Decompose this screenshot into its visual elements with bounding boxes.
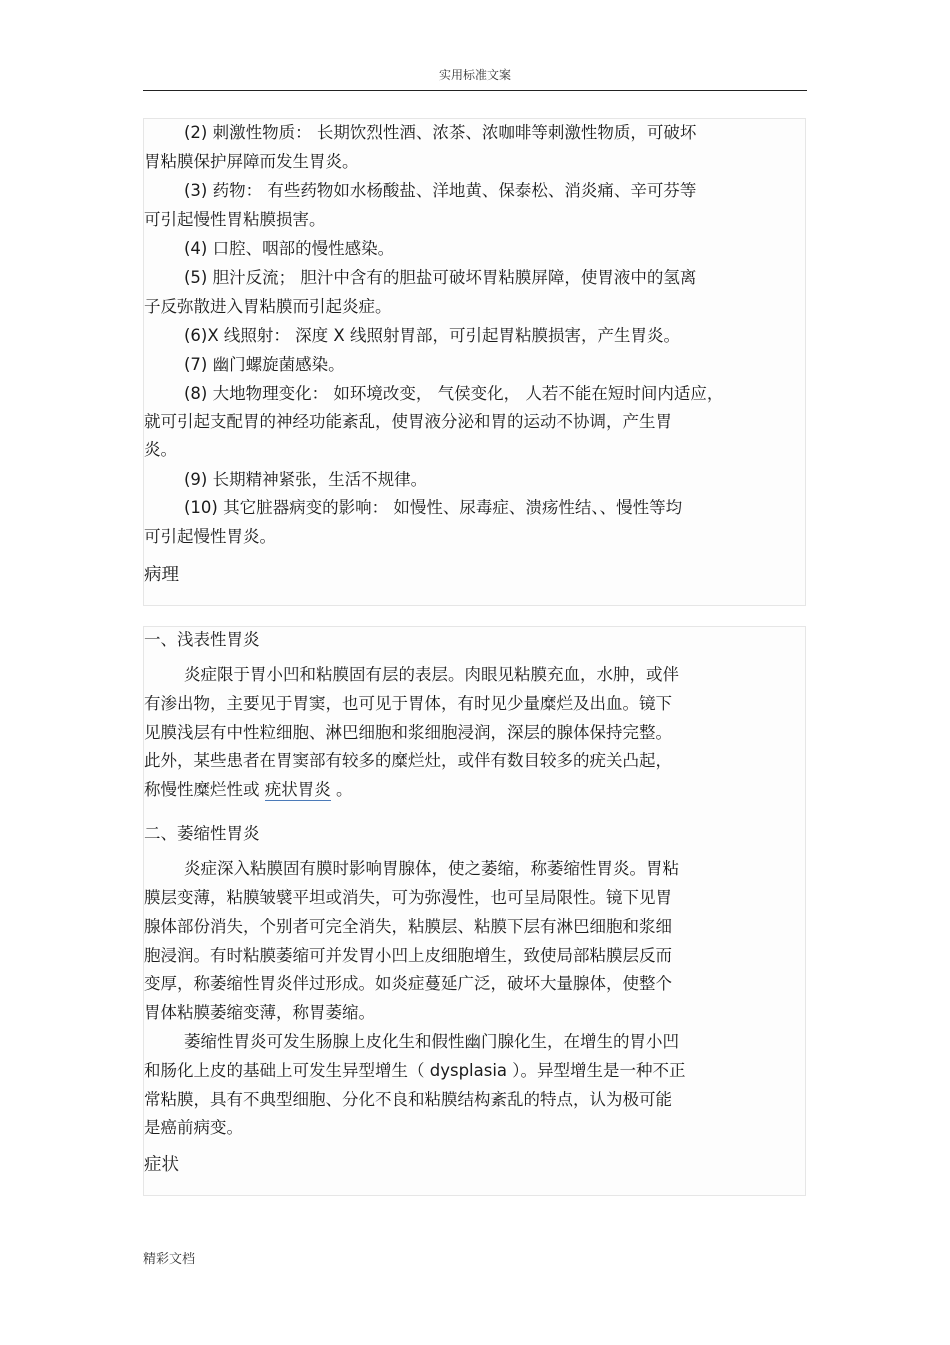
text-line-with-link	[144, 779, 353, 801]
content-box-pathology	[143, 626, 806, 1196]
text-line: 就可引起支配胃的神经功能紊乱，使胃液分泌和胃的运动不协调，产生胃	[144, 412, 672, 431]
section-heading-pathology: 病理	[144, 565, 179, 585]
text-line: 萎缩性胃炎可发生肠腺上皮化生和假性幽门腺化生，在增生的胃小凹	[184, 1032, 679, 1051]
header-rule	[143, 90, 807, 91]
text-line: (4) 口腔、咽部的慢性感染。	[184, 239, 395, 258]
subsection-title-superficial: 一、浅表性胃炎	[144, 630, 260, 649]
text-line: 变厚，称萎缩性胃炎伴过形成。如炎症蔓延广泛，破坏大量腺体，使整个	[144, 974, 672, 993]
text-line: 炎症限于胃小凹和粘膜固有层的表层。肉眼见粘膜充血，水肿，或伴	[184, 665, 679, 684]
text-line: 可引起慢性胃炎。	[144, 527, 276, 546]
text-line: 炎症深入粘膜固有膜时影响胃腺体，使之萎缩，称萎缩性胃炎。胃粘	[184, 859, 679, 878]
text-line: 此外，某些患者在胃窦部有较多的糜烂灶，或伴有数目较多的疣关凸起，	[144, 751, 672, 770]
text-line: 腺体部份消失，个别者可完全消失，粘膜层、粘膜下层有淋巴细胞和浆细	[144, 917, 672, 936]
text-line: 胞浸润。有时粘膜萎缩可并发胃小凹上皮细胞增生，致使局部粘膜层反而	[144, 946, 672, 965]
text-prefix: 称慢性糜烂性或	[144, 780, 265, 799]
section-heading-symptoms: 症状	[144, 1155, 179, 1175]
text-line: (5) 胆汁反流； 胆汁中含有的胆盐可破坏胃粘膜屏障，使胃液中的氢离	[184, 268, 697, 287]
text-line: 子反弥散进入胃粘膜而引起炎症。	[144, 297, 392, 316]
text-line: 胃粘膜保护屏障而发生胃炎。	[144, 152, 359, 171]
content-box-causes	[143, 118, 806, 606]
text-line: (7) 幽门螺旋菌感染。	[184, 355, 345, 374]
text-line: (10) 其它脏器病变的影响： 如慢性、尿毒症、溃疡性结、、慢性等均	[184, 498, 683, 517]
text-line: 膜层变薄，粘膜皱襞平坦或消失，可为弥漫性，也可呈局限性。镜下见胃	[144, 888, 672, 907]
subsection-title-atrophic: 二、萎缩性胃炎	[144, 824, 260, 843]
page-footer: 精彩文档	[143, 1252, 196, 1267]
text-line: 和肠化上皮的基础上可发生异型增生（ dysplasia ）。异型增生是一种不正	[144, 1061, 686, 1080]
page-header: 实用标准文案	[438, 68, 511, 82]
text-line: (6)X 线照射： 深度 X 线照射胃部，可引起胃粘膜损害，产生胃炎。	[184, 326, 680, 345]
text-line: (2) 刺激性物质： 长期饮烈性酒、浓茶、浓咖啡等刺激性物质，可破坏	[184, 123, 697, 142]
text-line: (8) 大地物理变化： 如环境改变， 气侯变化， 人若不能在短时间内适应，	[184, 384, 724, 403]
text-line: 胃体粘膜萎缩变薄，称胃萎缩。	[144, 1003, 375, 1022]
text-line: 炎。	[144, 440, 177, 459]
text-line: 是癌前病变。	[144, 1118, 243, 1137]
text-line: (9) 长期精神紧张，生活不规律。	[184, 470, 428, 489]
text-line: (3) 药物： 有些药物如水杨酸盐、洋地黄、保泰松、消炎痛、辛可芬等	[184, 181, 697, 200]
verrucous-gastritis-link[interactable]: 疣状胃炎	[264, 780, 331, 799]
text-line: 有渗出物，主要见于胃窦，也可见于胃体，有时见少量糜烂及出血。镜下	[144, 694, 672, 713]
text-line: 可引起慢性胃粘膜损害。	[144, 210, 326, 229]
text-line: 见膜浅层有中性粒细胞、淋巴细胞和浆细胞浸润，深层的腺体保持完整。	[144, 723, 672, 742]
text-suffix: 。	[330, 780, 353, 799]
text-line: 常粘膜，具有不典型细胞、分化不良和粘膜结构紊乱的特点，认为极可能	[144, 1090, 672, 1109]
